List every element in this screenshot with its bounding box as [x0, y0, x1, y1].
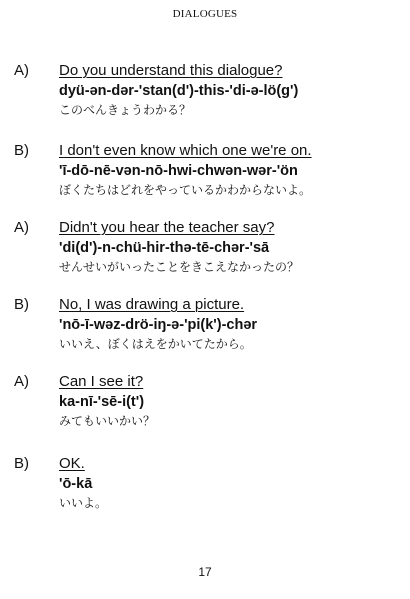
- speaker-label: A): [14, 219, 29, 236]
- japanese-line: いいえ、ぼくはえをかいてたから。: [59, 337, 252, 351]
- dialogue-lines: [59, 62, 404, 119]
- english-line: No, I was drawing a picture.: [59, 296, 245, 313]
- phonetic-line: 'ī-dō-nē-vən-nō-hwi-chwən-wər-'ön: [59, 163, 298, 179]
- english-line: Do you understand this dialogue?: [59, 62, 283, 79]
- japanese-line: みてもいいかい？: [59, 414, 156, 428]
- speaker-label: A): [14, 62, 29, 79]
- japanese-line: このべんきょうわかる？: [59, 103, 192, 117]
- speaker-label: B): [14, 455, 29, 472]
- japanese-line: せんせいがいったことをきこえなかったの？: [59, 260, 300, 274]
- phonetic-line: 'nō-ī-wəz-drö-iŋ-ə-'pi(k')-chər: [59, 317, 258, 333]
- speaker-label: B): [14, 142, 29, 159]
- dialogue-lines: [59, 142, 404, 199]
- running-header: DIALOGUES: [172, 8, 238, 20]
- phonetic-line: 'di(d')-n-chü-hir-thə-tē-chər-'sā: [59, 240, 270, 256]
- english-line: OK.: [59, 455, 85, 472]
- speaker-label: B): [14, 296, 29, 313]
- japanese-line: ぼくたちはどれをやっているかわからないよ。: [59, 183, 312, 197]
- phonetic-line: dyü-ən-dər-'stan(d')-this-'di-ə-lö(g'): [59, 83, 299, 99]
- speaker-label: A): [14, 373, 29, 390]
- dialogue-lines: [59, 296, 404, 353]
- english-line: Can I see it?: [59, 373, 144, 390]
- english-line: I don't even know which one we're on.: [59, 142, 312, 159]
- dialogue-lines: [59, 455, 404, 512]
- dialogue-lines: [59, 219, 404, 276]
- phonetic-line: 'ō-kā: [59, 476, 93, 492]
- japanese-line: いいよ。: [59, 496, 108, 510]
- phonetic-line: ka-nī-'sē-i(t'): [59, 394, 145, 410]
- dialogue-lines: [59, 373, 404, 430]
- page-number: 17: [198, 565, 212, 579]
- english-line: Didn't you hear the teacher say?: [59, 219, 275, 236]
